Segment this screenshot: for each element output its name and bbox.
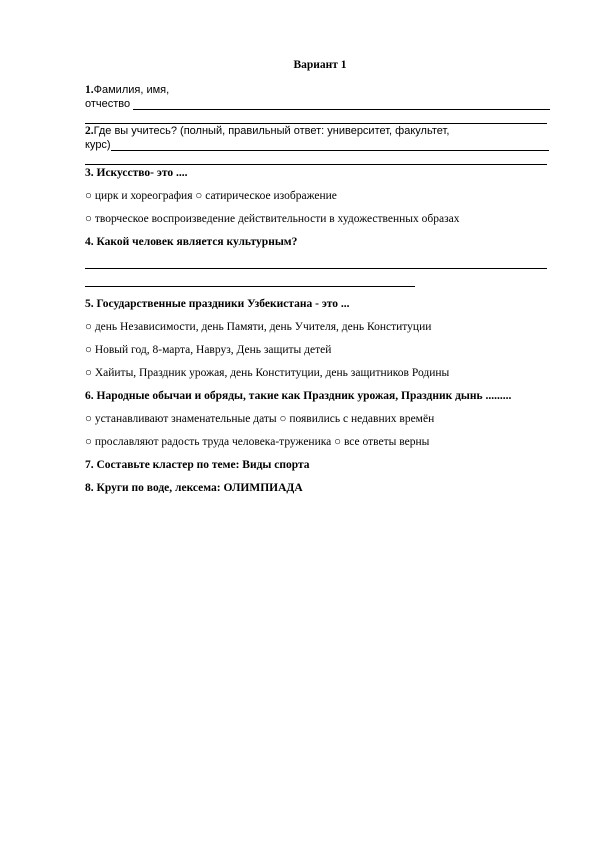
question-2-label-line2: курс) [85, 139, 111, 151]
page-title: Вариант 1 [293, 59, 347, 71]
question-2-label-line1 [85, 124, 449, 138]
question-5-text: 5. Государственные праздники Узбекистана - это ... [85, 298, 350, 310]
question-2-number: 2. [85, 125, 94, 137]
answer-line-study-2[interactable] [85, 164, 547, 165]
question-1-label-line2: отчество [85, 98, 131, 110]
answer-line-name[interactable] [133, 109, 550, 110]
question-3-text: 3. Искусство- это .... [85, 167, 188, 179]
question-2-label-text: Где вы учитесь? (полный, правильный ответ: университет, факультет, [93, 125, 450, 137]
question-5-option-2[interactable]: ○ Новый год, 8-марта, Навруз, День защиты детей [85, 344, 332, 356]
question-1-label-text: Фамилия, имя, [93, 84, 170, 96]
question-1-number: 1. [85, 84, 94, 96]
question-5-option-3[interactable]: ○ Хайиты, Праздник урожая, день Конституции, день защитников Родины [85, 367, 450, 379]
question-6-text: 6. Народные обычаи и обряды, такие как Праздник урожая, Праздник дынь ......... [85, 390, 512, 402]
question-6-option-1[interactable]: ○ устанавливают знаменательные даты ○ появились с недавних времён [85, 413, 435, 425]
question-1-label-line1 [85, 83, 169, 97]
question-3-option-2[interactable]: ○ творческое воспроизведение действительности в художественных образах [85, 213, 460, 225]
answer-line-q4-2[interactable] [85, 286, 415, 287]
question-3-option-1[interactable]: ○ цирк и хореография ○ сатирическое изображение [85, 190, 337, 202]
answer-line-q4-1[interactable] [85, 268, 547, 269]
answer-line-study[interactable] [111, 150, 549, 151]
question-7-text: 7. Составьте кластер по теме: Виды спорта [85, 459, 310, 471]
question-8-text: 8. Круги по воде, лексема: ОЛИМПИАДА [85, 482, 303, 494]
question-4-text: 4. Какой человек является культурным? [85, 236, 298, 248]
question-6-option-2[interactable]: ○ прославляют радость труда человека-труженика ○ все ответы верны [85, 436, 430, 448]
question-5-option-1[interactable]: ○ день Независимости, день Памяти, день Учителя, день Конституции [85, 321, 432, 333]
